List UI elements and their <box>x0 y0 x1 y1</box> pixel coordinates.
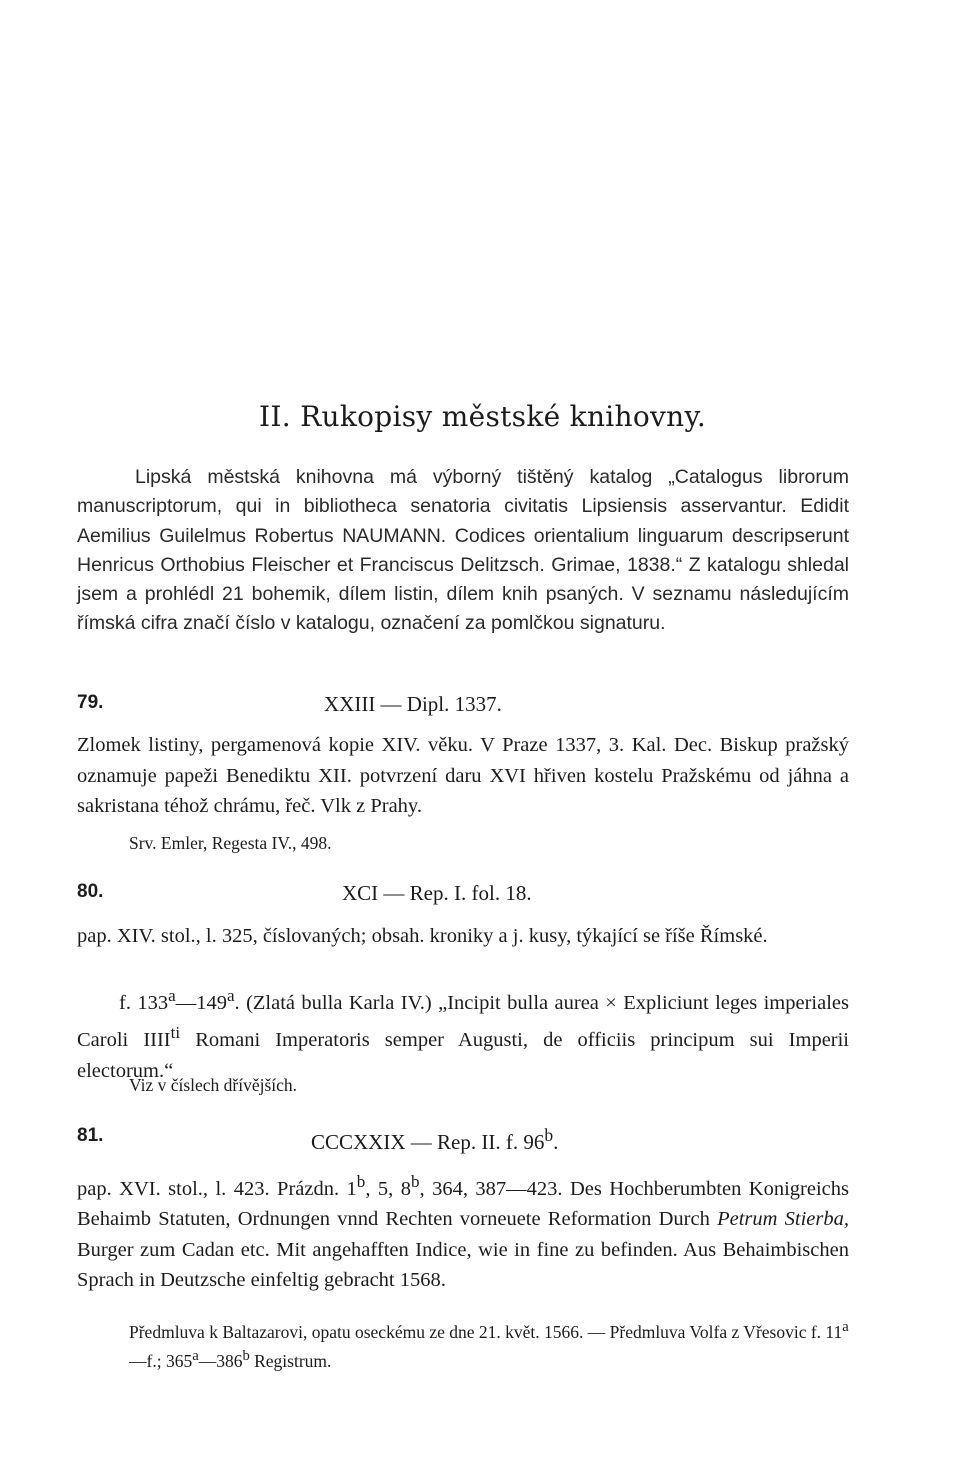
entry-81-reference: Předmluva k Baltazarovi, opatu oseckému ze dne 21. květ. 1566. — Předmluva Volfa z Vřesovic f. 11$^a$—f.; 365$^a$—386$^b$ Registrum. <box>129 1319 849 1371</box>
entry-79-description: Zlomek listiny, pergamenová kopie XIV. věku. V Praze 1337, 3. Kal. Dec. Biskup pražský oznamuje papeži Benediktu XII. potvrzení daru XVI hřiven kostelu Pražskému od jáhna a sakristana téhož chrámu, řeč. Vlk z Prahy. <box>77 734 849 817</box>
entry-80-description: pap. XIV. stol., l. 325, číslovaných; obsah. kroniky a j. kusy, týkající se říše Římské. <box>77 925 768 947</box>
entry-number: 81. <box>77 1125 104 1146</box>
entry-80-contents: f. 133$^a$—149$^a$. (Zlatá bulla Karla IV.) „Incipit bulla aurea × Expliciunt leges imperiales Caroli $IIII^{ti}$ Romani Imperatoris semper Augusti, de officiis principum sui Imperii electorum.“ <box>77 986 850 1082</box>
entry-signature: CCCXXIX — Rep. II. f. 96$^b$. <box>311 1125 559 1154</box>
entry-signature: XXIII — Dipl. 1337. <box>324 692 502 716</box>
entry-number: 79. <box>77 692 104 713</box>
entry-81-header <box>77 1125 849 1155</box>
intro-paragraph: Lipská městská knihovna má výborný tištěný katalog „Catalogus librorum manuscriptorum, qui in bibliotheca senatoria civitatis Lipsiensis asservantur. Edidit Aemilius Guilelmus Robertus NAUMANN. Codices orientalium linguarum descripserunt Henricus Orthobius Fleischer et Franciscus Delitzsch. Grimae, 1838.“ Z katalogu shledal jsem a prohlédl 21 bohemik, dílem listin, dílem knih psaných. V seznamu následujícím římská cifra značí číslo v katalogu, označení za pomlčkou signaturu. <box>77 466 849 635</box>
entry-80-reference: Viz v číslech dřívějších. <box>129 1075 298 1095</box>
entry-number: 80. <box>77 881 104 902</box>
entry-79-reference: Srv. Emler, Regesta IV., 498. <box>129 833 332 853</box>
entry-signature: XCI — Rep. I. fol. 18. <box>342 881 532 905</box>
section-title: II. Rukopisy městské knihovny. <box>259 400 707 433</box>
entry-81-description: pap. XVI. stol., l. 423. Prázdn. 1$^b$, 5, 8$^b$, 364, 387—423. Des Hochberumbten Konigreichs Behaimb Statuten, Ordnungen vnnd Rechten vorneuete Reformation Durch Petrum Stierba, Burger zum Cadan etc. Mit angehafften Indice, wie in fine zu befinden. Aus Behaimbischen Sprach in Deutzsche einfeltig gebracht 1568. <box>77 1172 850 1292</box>
author-name: Petrum Stierba, <box>717 1208 849 1231</box>
entry-79-header <box>77 692 849 722</box>
entry-80-header <box>77 881 849 911</box>
